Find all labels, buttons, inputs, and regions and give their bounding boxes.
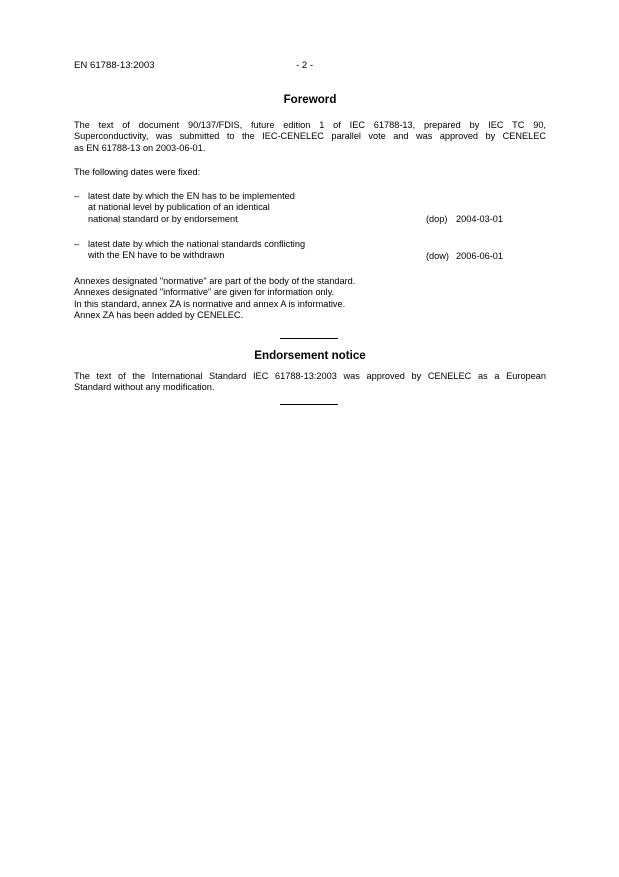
endorsement-paragraph: [74, 371, 546, 394]
document-code: EN 61788-13:2003: [74, 60, 155, 71]
intro-line: as EN 61788-13 on 2003-06-01.: [74, 142, 206, 153]
annex-line: Annexes designated "normative" are part of the body of the standard.: [74, 276, 356, 286]
date-abbreviation: (dow): [426, 251, 449, 261]
date-item-text: [88, 191, 295, 225]
date-abbreviation: (dop): [426, 214, 448, 224]
dates-intro: The following dates were fixed:: [74, 167, 201, 177]
annex-line: In this standard, annex ZA is normative and annex A is informative.: [74, 298, 346, 309]
intro-line: Superconductivity, was submitted to the IEC-CENELEC parallel vote and was approved by CENELEC: [74, 131, 546, 142]
date-item-line: latest date by which the national standards conflicting: [88, 239, 306, 249]
foreword-intro-paragraph: [74, 120, 546, 154]
date-value: 2006-06-01: [456, 251, 503, 261]
date-item-line: national standard or by endorsement: [88, 213, 238, 224]
list-dash: –: [74, 191, 80, 201]
date-value: 2004-03-01: [456, 214, 503, 224]
date-item-text: [88, 239, 305, 262]
foreword-title: Foreword: [283, 93, 337, 106]
annex-line: Annex ZA has been added by CENELEC.: [74, 309, 244, 320]
endorsement-line: Standard without any modification.: [74, 382, 215, 393]
date-item-line: with the EN have to be withdrawn: [88, 250, 225, 261]
section-divider: [280, 338, 338, 339]
page-number: - 2 -: [296, 60, 314, 71]
annex-paragraph: [74, 276, 546, 321]
section-divider: [280, 404, 338, 405]
annex-line: Annexes designated "informative" are given for information only.: [74, 287, 335, 298]
endorsement-line: The text of the International Standard IEC 61788-13:2003 was approved by CENELEC as a European: [74, 371, 546, 381]
intro-line: The text of document 90/137/FDIS, future edition 1 of IEC 61788-13, prepared by IEC TC 90,: [74, 120, 546, 130]
date-item-line: at national level by publication of an identical: [88, 202, 270, 213]
endorsement-title: Endorsement notice: [254, 349, 366, 362]
list-dash: –: [74, 239, 80, 249]
date-item-line: latest date by which the EN has to be implemented: [88, 191, 295, 201]
